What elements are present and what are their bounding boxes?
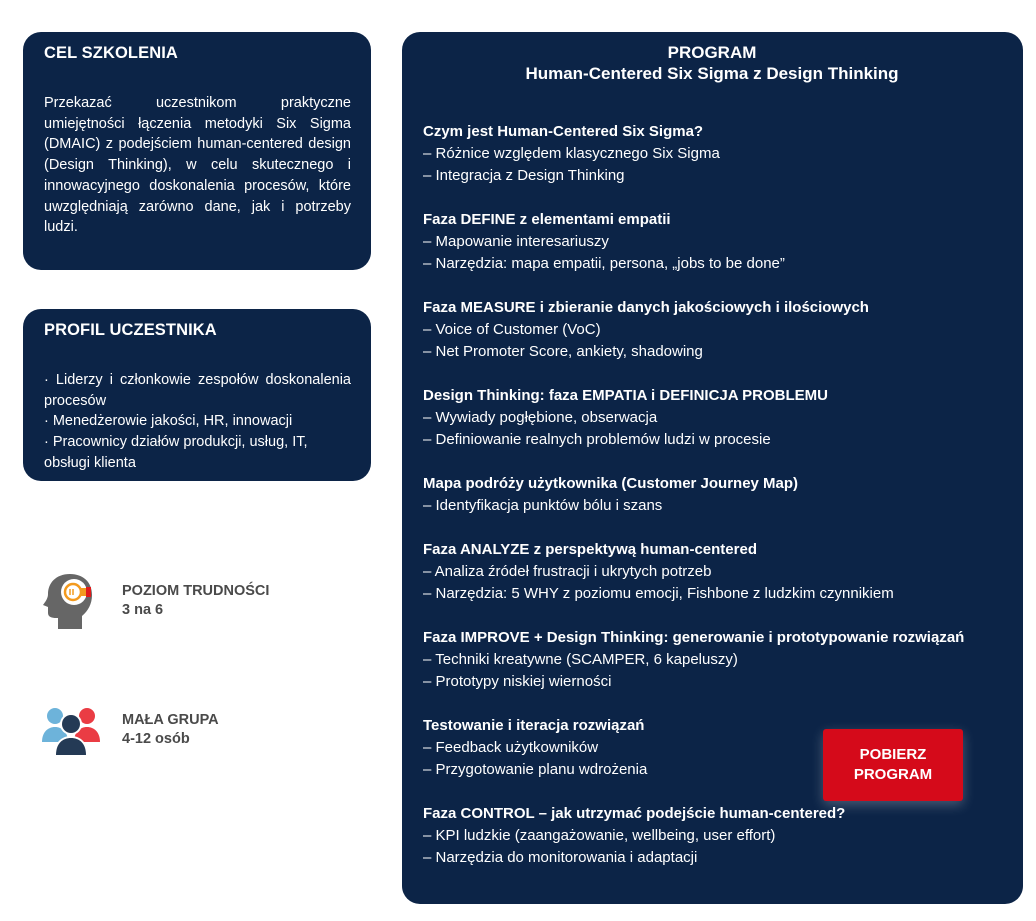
- grupa-label: MAŁA GRUPA: [122, 712, 219, 728]
- section-title: Faza IMPROVE + Design Thinking: generowanie i prototypowanie rozwiązań: [423, 629, 965, 646]
- section-item: – Różnice względem klasycznego Six Sigma: [423, 145, 720, 162]
- program-section: [423, 385, 1001, 451]
- program-section: [423, 209, 1001, 275]
- section-item: – Mapowanie interesariuszy: [423, 233, 609, 250]
- profil-list: [44, 370, 351, 474]
- section-item: – Narzędzia do monitorowania i adaptacji: [423, 849, 698, 866]
- download-button-label: PROGRAM: [853, 766, 933, 783]
- cel-szkolenia-title: CEL SZKOLENIA: [44, 44, 178, 62]
- profil-uczestnika-card: [23, 309, 371, 481]
- download-button-label: POBIERZ: [859, 746, 927, 763]
- section-item: – Integracja z Design Thinking: [423, 167, 625, 184]
- section-item: – Narzędzia: 5 WHY z poziomu emocji, Fishbone z ludzkim czynnikiem: [423, 585, 894, 602]
- section-title: Faza CONTROL – jak utrzymać podejście human-centered?: [423, 805, 846, 822]
- poziom-value: 3 na 6: [122, 602, 164, 618]
- section-item: – Feedback użytkowników: [423, 739, 599, 756]
- grupa-value: 4-12 osób: [122, 731, 190, 747]
- profil-item: · Pracownicy działów produkcji, usług, IT, obsługi klienta: [44, 434, 308, 471]
- section-item: – Definiowanie realnych problemów ludzi w procesie: [423, 431, 771, 448]
- section-item: – Voice of Customer (VoC): [423, 321, 601, 338]
- program-subtitle: Human-Centered Six Sigma z Design Thinking: [525, 64, 899, 83]
- group-people-icon: [40, 700, 102, 760]
- section-title: Czym jest Human-Centered Six Sigma?: [423, 123, 704, 140]
- section-title: Faza DEFINE z elementami empatii: [423, 211, 671, 228]
- poziom-trudnosci-info: [40, 571, 269, 631]
- cel-szkolenia-card: [23, 32, 371, 270]
- profil-uczestnika-title: PROFIL UCZESTNIKA: [44, 321, 217, 339]
- profil-item: · Menedżerowie jakości, HR, innowacji: [44, 413, 293, 430]
- program-section: [423, 473, 1001, 517]
- program-header: [423, 42, 1001, 84]
- mala-grupa-info: [40, 700, 219, 760]
- section-title: Testowanie i iteracja rozwiązań: [423, 717, 645, 734]
- section-title: Faza ANALYZE z perspektywą human-centered: [423, 541, 757, 558]
- section-title: Mapa podróży użytkownika (Customer Journey Map): [423, 475, 799, 492]
- section-item: – Wywiady pogłębione, obserwacja: [423, 409, 658, 426]
- program-title: PROGRAM: [667, 43, 757, 62]
- cel-szkolenia-text: Przekazać uczestnikom praktyczne umiejętności łączenia metodyki Six Sigma (DMAIC) z podejściem human-centered design (Design Thinking), w celu skutecznego i innowacyjnego doskonalenia procesów, które uwzględniają zarówno dane, jak i potrzeby ludzi.: [44, 95, 351, 236]
- section-title: Faza MEASURE i zbieranie danych jakościowych i ilościowych: [423, 299, 869, 316]
- section-item: – Techniki kreatywne (SCAMPER, 6 kapeluszy): [423, 651, 738, 668]
- download-program-button[interactable]: [823, 729, 963, 801]
- program-section: [423, 121, 1001, 187]
- profil-item: · Liderzy i członkowie zespołów doskonalenia procesów: [44, 372, 351, 409]
- program-section: [423, 297, 1001, 363]
- poziom-label: POZIOM TRUDNOŚCI: [122, 583, 270, 599]
- section-item: – Przygotowanie planu wdrożenia: [423, 761, 648, 778]
- section-item: – Net Promoter Score, ankiety, shadowing: [423, 343, 703, 360]
- program-section: [423, 803, 1001, 869]
- section-item: – Prototypy niskiej wierności: [423, 673, 612, 690]
- program-section: [423, 627, 1001, 693]
- head-lightbulb-icon: [40, 571, 102, 631]
- section-item: – Narzędzia: mapa empatii, persona, „jobs to be done”: [423, 255, 785, 272]
- section-title: Design Thinking: faza EMPATIA i DEFINICJA PROBLEMU: [423, 387, 829, 404]
- section-item: – Identyfikacja punktów bólu i szans: [423, 497, 663, 514]
- program-section: [423, 539, 1001, 605]
- section-item: – KPI ludzkie (zaangażowanie, wellbeing, user effort): [423, 827, 776, 844]
- section-item: – Analiza źródeł frustracji i ukrytych potrzeb: [423, 563, 712, 580]
